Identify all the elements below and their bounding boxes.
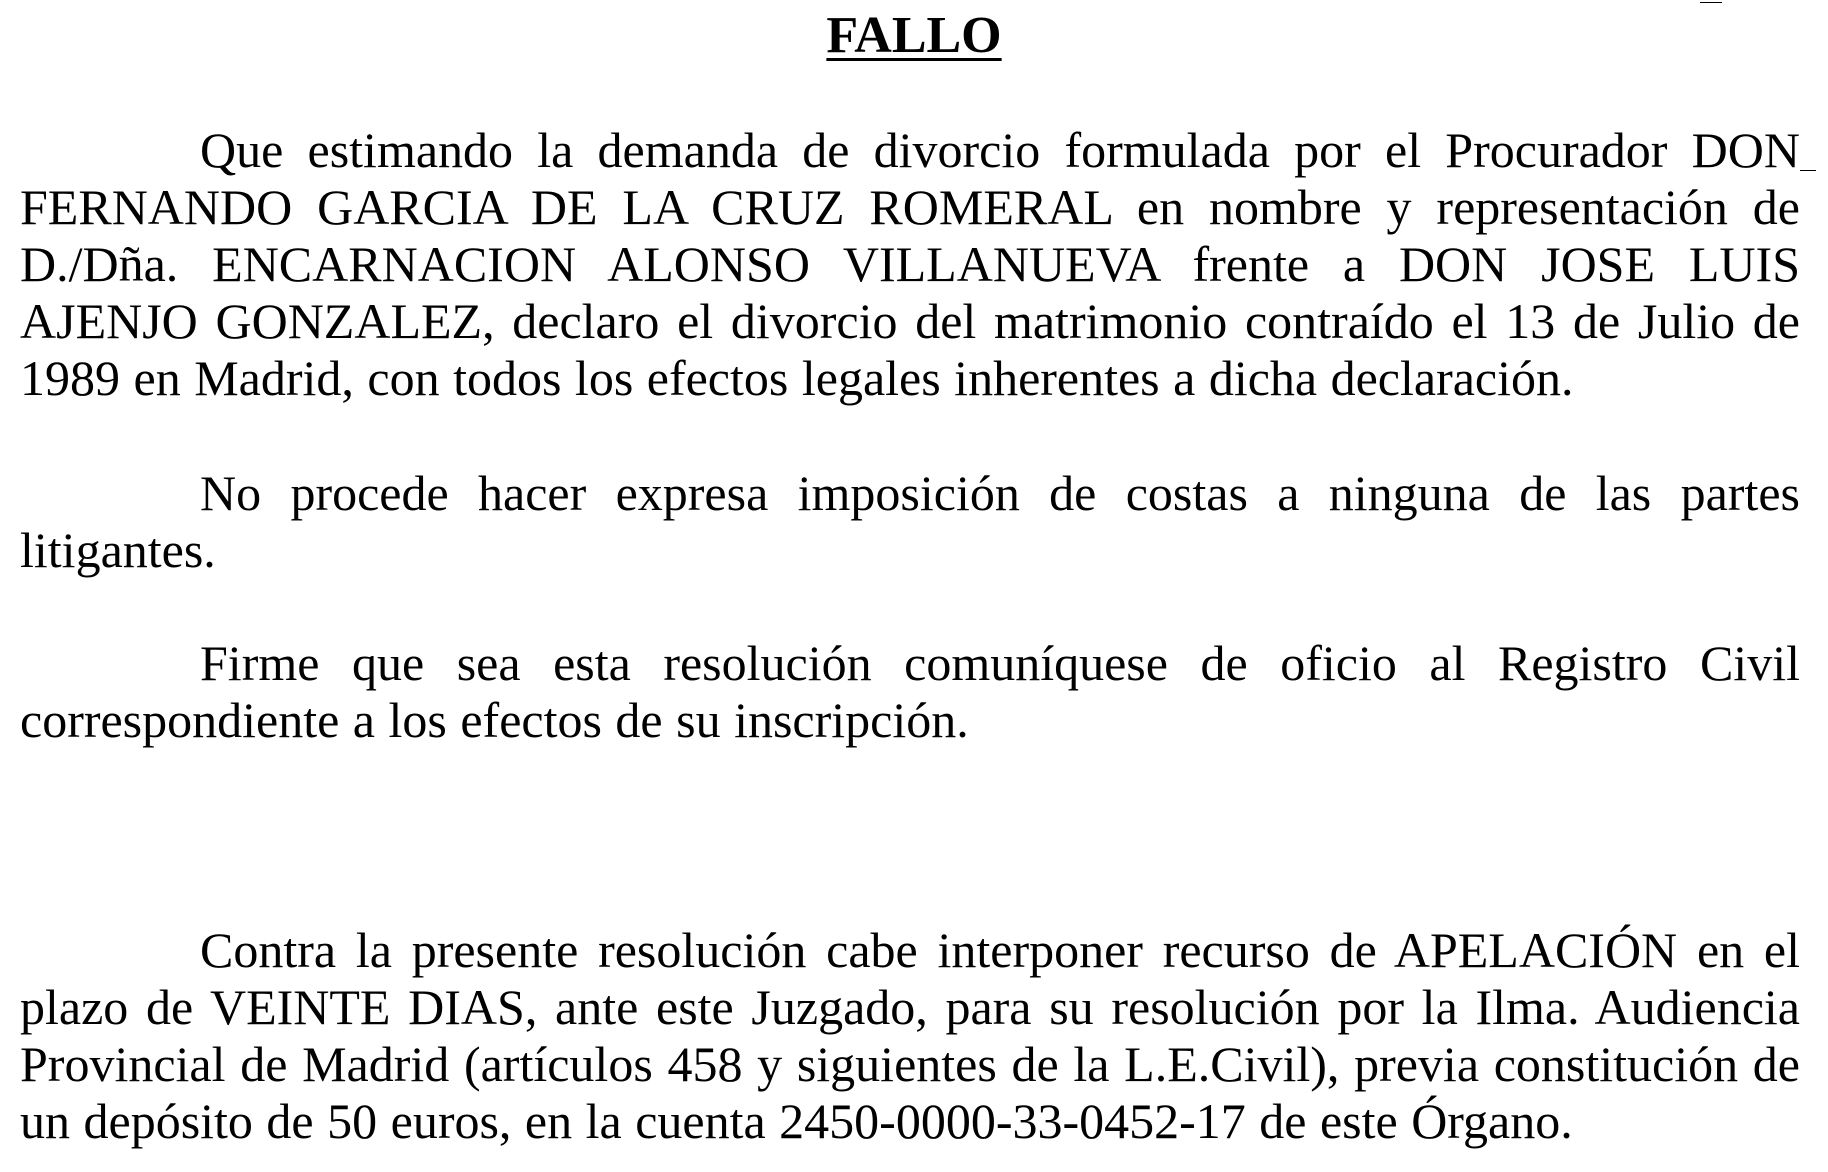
scan-artifact-top-right xyxy=(1700,2,1722,3)
paragraph-divorce-ruling: Que estimando la demanda de divorcio formulada por el Procurador DON FERNANDO GARCIA DE LA CRUZ ROMERAL en nombre y representación de D./Dña. ENCARNACION ALONSO VILLANUEVA frente a DON JOSE LUIS AJENJO GONZALEZ, declaro el divorcio del matrimonio contraído el 13 de Julio de 1989 en Madrid, con todos los efectos legales inherentes a dicha declaración. xyxy=(20,122,1800,406)
paragraph-civil-registry: Firme que sea esta resolución comuníquese de oficio al Registro Civil correspondiente a los efectos de su inscripción. xyxy=(20,635,1800,748)
scan-artifact-right-edge xyxy=(1800,170,1816,171)
paragraph-costs: No procede hacer expresa imposición de costas a ninguna de las partes litigantes. xyxy=(20,465,1800,578)
document-title: FALLO xyxy=(826,7,1002,64)
paragraph-appeal: Contra la presente resolución cabe interponer recurso de APELACIÓN en el plazo de VEINTE DIAS, ante este Juzgado, para su resolución por la Ilma. Audiencia Provincial de Madrid (artículos 458 y siguientes de la L.E.Civil), previa constitución de un depósito de 50 euros, en la cuenta 2450-0000-33-0452-17 de este Órgano. xyxy=(20,922,1800,1149)
